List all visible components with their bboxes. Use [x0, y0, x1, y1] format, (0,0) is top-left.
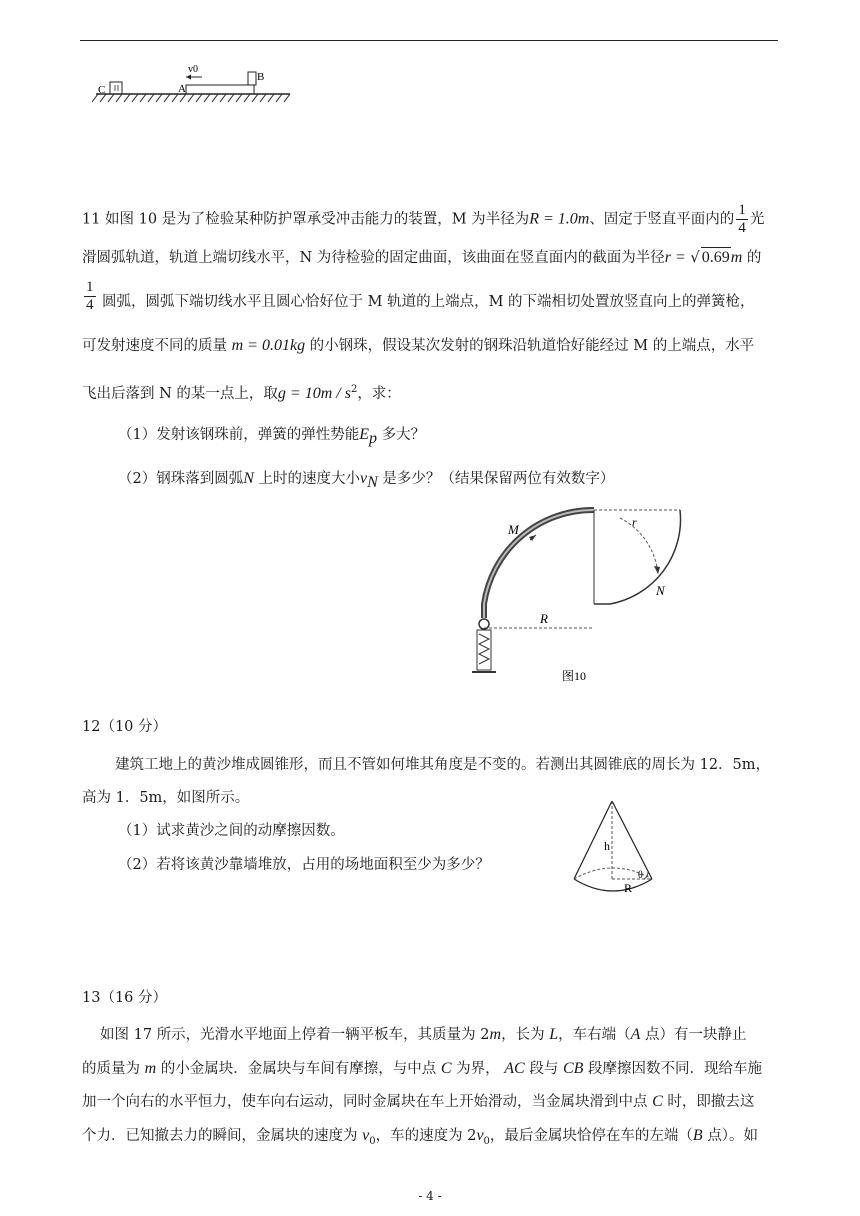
q11-sub2: （2）钢珠落到圆弧N 上时的速度大小$v_N$ 是多少？（结果保留两位有效数字）: [118, 470, 615, 491]
q11-sub1: （1）发射该钢珠前，弹簧的弹性势能$E_p$ 多大？: [118, 426, 426, 447]
fraction-quarter: $\frac{1}{4}$: [738, 202, 746, 236]
q11-line4: 可发射速度不同的质量 m = 0.01kg 的小钢珠，假设某次发射的钢珠沿轨道恰好能经过 M 的上端点，水平: [82, 337, 755, 354]
cone-figure: [568, 795, 668, 900]
label-b: B: [257, 71, 265, 83]
label-a: A: [178, 83, 186, 95]
q13-line2: 的质量为 m 的小金属块．金属块与车间有摩擦，与中点 C 为界， AC 段与 CB 段摩擦因数不同．现给车施: [82, 1060, 763, 1077]
q11-line3: 圆弧，圆弧下端切线水平且圆心恰好位于 M 轨道的上端点，M 的下端相切处置放竖直向上的弹簧枪，: [102, 294, 755, 310]
q13-header: 13（16 分）: [82, 990, 168, 1006]
label-M: M: [508, 522, 519, 537]
dashed-arc: [620, 518, 658, 574]
track-m: [484, 510, 594, 618]
header-rule: [80, 40, 778, 41]
q13-line4: 个力．已知撤去力的瞬间，金属块的速度为 $v_0$，车的速度为 $2v_0$，最后金属块恰停在车的左端（B 点）。如: [82, 1127, 759, 1147]
q11-line2: 滑圆弧轨道，轨道上端切线水平，N 为待检验的固定曲面，该曲面在竖直面内的截面为半径r = √ 0.69m 的: [82, 249, 762, 266]
plank: [186, 85, 254, 94]
label-R-cone: R: [624, 881, 633, 895]
q12-sub1: （1）试求黄沙之间的动摩擦因数。: [118, 823, 345, 839]
block-b: [248, 72, 256, 85]
q13-line3: 加一个向右的水平恒力，使车向右运动，同时金属块在车上开始滑动，当金属块滑到中点 C 时，即撤去这: [82, 1093, 755, 1110]
page-number: - 4 -: [418, 1189, 442, 1203]
q12-header: 12（10 分）: [82, 719, 168, 735]
block-c: [110, 82, 122, 94]
figure-10: [470, 500, 700, 700]
surface-n: [594, 510, 681, 604]
label-theta: θ: [638, 870, 643, 881]
q11-line1: 11 如图 10 是为了检验某种防护罩承受冲击能力的装置，M 为半径为R = 1.0m、固定于竖直平面内的 $\frac{1}{4}$ 光: [82, 202, 765, 236]
label-R: R: [540, 611, 548, 626]
q12-line2: 高为 1．5m，如图所示。: [82, 790, 250, 806]
q11-fraction-line3: $\frac{1}{4}$: [86, 279, 94, 313]
label-N: N: [656, 583, 665, 598]
label-r: r: [632, 515, 637, 529]
label-v0: v0: [188, 64, 198, 75]
top-figure: [90, 58, 300, 104]
label-h: h: [604, 839, 610, 853]
figure-caption: 图10: [562, 669, 587, 683]
q11-line5: 飞出后落到 N 的某一点上，取$g = 10m / s^2$，求：: [82, 384, 401, 402]
label-c: C: [98, 84, 106, 96]
q13-line1: 如图 17 所示，光滑水平地面上停着一辆平板车，其质量为 2m，长为 L，车右端（A 点）有一块静止: [100, 1026, 747, 1043]
q12-line1: 建筑工地上的黄沙堆成圆锥形，而且不管如何堆其角度是不变的。若测出其圆锥底的周长为 12．5m，: [115, 757, 771, 773]
q12-sub2: （2）若将该黄沙靠墙堆放，占用的场地面积至少为多少？: [118, 857, 490, 873]
